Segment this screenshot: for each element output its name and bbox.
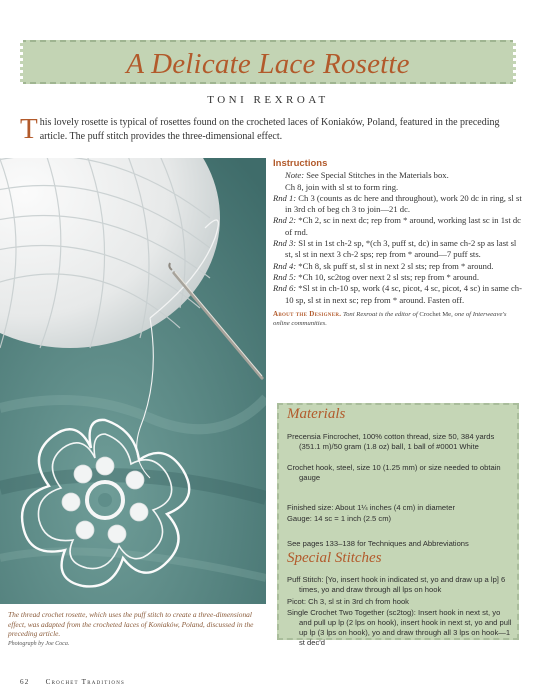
- instructions-start: Ch 8, join with sl st to form ring.: [285, 181, 399, 192]
- round-text: Ch 3 (counts as dc here and throughout), work 20 dc in ring, sl st in 3rd ch of beg ch 3 to join—21 dc.: [285, 192, 522, 215]
- drop-cap: T: [20, 113, 38, 145]
- intro-paragraph: [20, 113, 518, 145]
- special-stitches-heading: Special Stitches: [287, 550, 382, 566]
- page-footer: [20, 678, 125, 686]
- rosette-photo-illustration: [0, 158, 266, 604]
- round-4: [273, 261, 523, 272]
- photo-credit: Photograph by Joe Coca.: [8, 640, 70, 647]
- instructions-note: [273, 170, 523, 181]
- materials-hook: Crochet hook, steel, size 10 (1.25 mm) or size needed to obtain gauge: [287, 463, 501, 483]
- materials-see-pages: See pages 133–138 for Techniques and Abbreviations: [287, 539, 469, 548]
- round-text: Sl st in 1st ch-2 sp, *(ch 3, puff st, dc) in same ch-2 sp as last sl st, sl st in next 3 ch-2 sps; rep from * around—7 puff sts.: [285, 238, 517, 260]
- round-2: [273, 215, 523, 238]
- round-text: *Sl st in ch-10 sp, work (4 sc, picot, 4 sc, picot, 4 sc) in same ch-10 sp, sl st in next sc; rep from * around. Fasten off.: [285, 283, 522, 305]
- round-label: Rnd 3:: [273, 238, 297, 249]
- caption-text: The thread crochet rosette, which uses the puff stitch to create a three-dimensional effect, was adapted from the crocheted laces of Koniaków, Poland, discussed in the preceding article.: [8, 610, 254, 638]
- about-link-text: Crochet Me: [419, 310, 452, 318]
- round-label: Rnd 6:: [273, 283, 297, 294]
- title-banner: [20, 40, 516, 84]
- round-text: *Ch 8, sk puff st, sl st in next 2 sl sts; rep from * around.: [296, 260, 494, 271]
- round-label: Rnd 1:: [273, 192, 297, 203]
- note-text: See Special Stitches in the Materials box.: [304, 170, 449, 181]
- special-stitch-puff: Puff Stitch: [Yo, insert hook in indicated st, yo and draw up a lp] 6 times, yo and draw through all lps on hook: [287, 575, 506, 595]
- round-label: Rnd 5:: [273, 271, 297, 282]
- instructions-heading: Instructions: [273, 158, 328, 169]
- about-text: Toni Rexroat is the editor of: [341, 310, 420, 318]
- author-name: TONI REXROAT: [207, 94, 329, 106]
- about-designer: [273, 310, 523, 328]
- instructions-section: [273, 158, 523, 328]
- page-title: A Delicate Lace Rosette: [126, 48, 410, 80]
- materials-box: [277, 403, 519, 648]
- special-stitch-sc2tog: Single Crochet Two Together (sc2tog): Insert hook in next st, yo and pull up lp (2 lps on hook), insert hook in next st, yo and pull up lp (3 lps on hook), yo and draw through all 3 lps on hook—1 st dec'd: [287, 608, 512, 648]
- rosette-photo: [0, 158, 266, 604]
- intro-text: his lovely rosette is typical of rosettes found on the crocheted laces of Koniaków, Poland, featured in the preceding article. The puff stitch provides the three-dimensional effect.: [39, 117, 500, 142]
- photo-caption: [8, 610, 263, 649]
- page-number: 62: [20, 678, 30, 686]
- round-text: *Ch 2, sc in next dc; rep from * around, working last sc in 1st dc of rnd.: [285, 215, 521, 237]
- publication-name: Crochet Traditions: [45, 678, 125, 686]
- materials-heading: Materials: [287, 406, 346, 422]
- materials-thread: Precensia Fincrochet, 100% cotton thread, size 50, 384 yards (351.1 m)/50 gram (1.8 oz) ball, 1 ball of #0001 White: [287, 432, 495, 452]
- round-label: Rnd 2:: [273, 215, 297, 226]
- about-text-end: , one of Interweave's online communities.: [273, 310, 507, 327]
- round-1: [273, 193, 523, 216]
- materials-gauge: Gauge: 14 sc = 1 inch (2.5 cm): [287, 514, 392, 523]
- note-label: Note:: [285, 170, 305, 181]
- round-6: [273, 283, 523, 306]
- round-text: *Ch 10, sc2tog over next 2 sl sts; rep from * around.: [296, 271, 479, 282]
- round-3: [273, 238, 523, 261]
- about-heading: About the Designer.: [273, 309, 342, 318]
- round-label: Rnd 4:: [273, 260, 297, 271]
- round-5: [273, 272, 523, 283]
- materials-finished-size: Finished size: About 1¼ inches (4 cm) in diameter: [287, 503, 455, 512]
- special-stitch-picot: Picot: Ch 3, sl st in 3rd ch from hook: [287, 597, 409, 606]
